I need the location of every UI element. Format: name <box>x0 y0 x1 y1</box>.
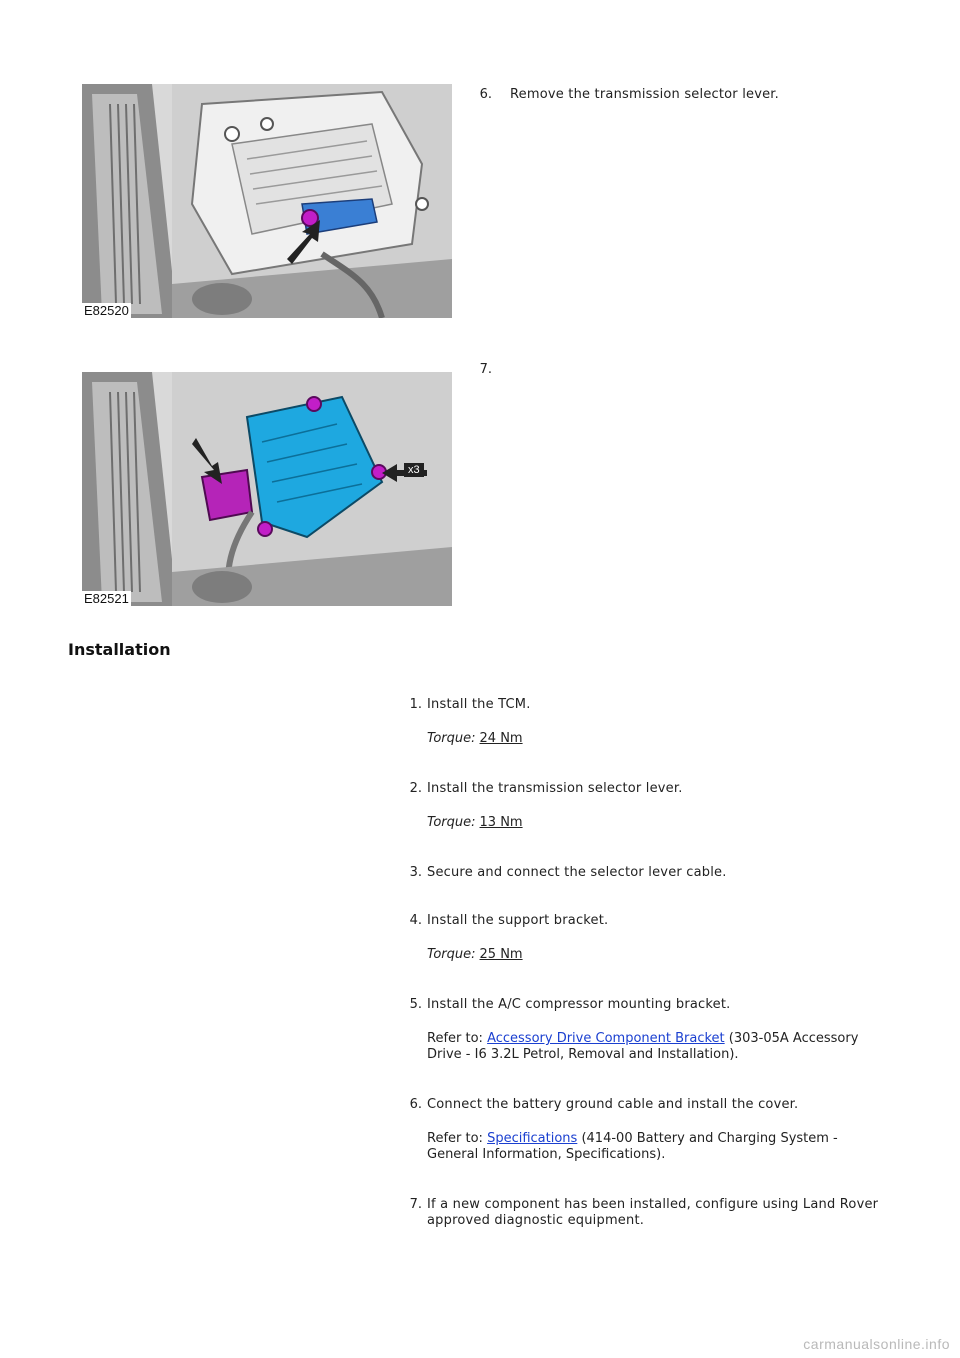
ref-suffix: (414-00 Battery and Charging System - General Information, Specifications). <box>427 1131 838 1162</box>
torque-value: 25 Nm <box>479 947 523 962</box>
installation-heading: Installation <box>68 640 171 659</box>
step-text: Install the TCM. <box>427 697 531 712</box>
accessory-drive-bracket-link[interactable]: Accessory Drive Component Bracket <box>487 1031 725 1046</box>
step-text: If a new component has been installed, configure using Land Rover approved diagnostic equipment. <box>427 1197 879 1228</box>
torque-spec <box>427 947 523 962</box>
figure-e82521 <box>82 372 452 606</box>
step-number: 1. <box>409 697 422 712</box>
step-number: 4. <box>409 913 422 928</box>
watermark: carmanualsonline.info <box>803 1336 950 1352</box>
selector-lever-illustration <box>82 84 452 318</box>
torque-label: Torque: <box>427 731 476 746</box>
step-text: Install the transmission selector lever. <box>427 781 683 796</box>
torque-spec <box>427 731 523 746</box>
step-number: 6. <box>409 1097 422 1112</box>
figure-label: E82521 <box>84 591 129 606</box>
step-number: 3. <box>409 865 422 880</box>
torque-value: 24 Nm <box>479 731 523 746</box>
step-text: Install the A/C compressor mounting bracket. <box>427 997 731 1012</box>
reference <box>427 1131 887 1163</box>
ref-prefix: Refer to: <box>427 1131 483 1146</box>
tcm-illustration <box>82 372 452 606</box>
step-number: 7. <box>479 362 492 377</box>
step-text: Secure and connect the selector lever cable. <box>427 865 727 880</box>
step-text: Remove the transmission selector lever. <box>510 87 779 102</box>
step-number: 7. <box>409 1197 422 1212</box>
reference <box>427 1031 887 1063</box>
torque-label: Torque: <box>427 815 476 830</box>
specifications-link[interactable]: Specifications <box>487 1131 578 1146</box>
step-text: Connect the battery ground cable and install the cover. <box>427 1097 799 1112</box>
highlight-bolt <box>258 522 272 536</box>
torque-label: Torque: <box>427 947 476 962</box>
step-number: 6. <box>479 87 492 102</box>
step-number: 5. <box>409 997 422 1012</box>
highlight-bolt <box>307 397 321 411</box>
ref-prefix: Refer to: <box>427 1031 483 1046</box>
tcm-connector <box>202 470 252 520</box>
ref-suffix: (303-05A Accessory Drive - I6 3.2L Petrol, Removal and Installation). <box>427 1031 859 1062</box>
figure-e82520 <box>82 84 452 318</box>
figure-label: E82520 <box>84 303 129 318</box>
step-text: Install the support bracket. <box>427 913 609 928</box>
torque-value: 13 Nm <box>479 815 523 830</box>
torque-spec <box>427 815 523 830</box>
step-number: 2. <box>409 781 422 796</box>
callout-x3: x3 <box>404 463 424 477</box>
